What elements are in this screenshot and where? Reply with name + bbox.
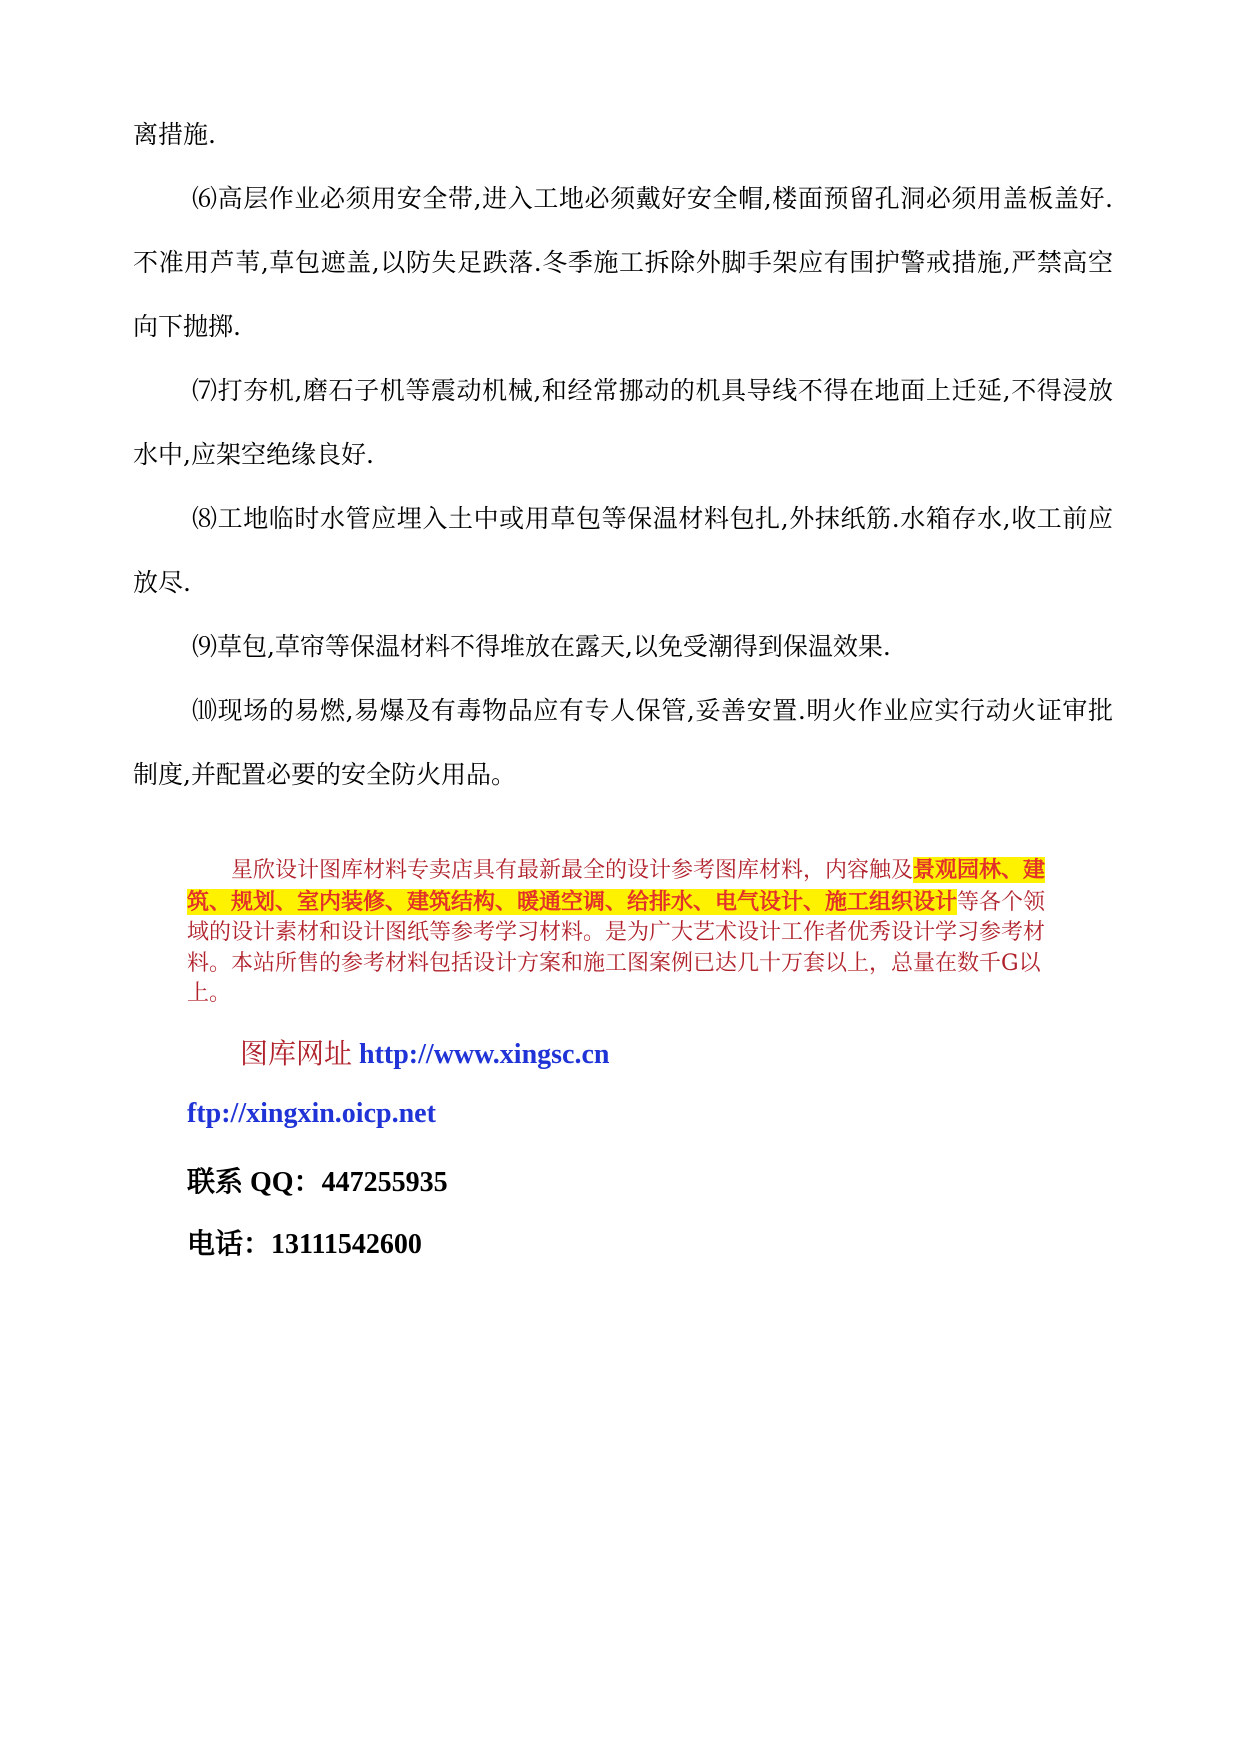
phone-label: 电话： <box>187 1229 272 1260</box>
website-row <box>240 1032 609 1072</box>
qq-contact <box>187 1160 448 1200</box>
qq-number: 447255935 <box>321 1167 448 1198</box>
phone-contact <box>187 1222 422 1262</box>
ad-highlight-categories: 景观园林、建筑、规划、室内装修、建筑结构、暖通空调、给排水、电气设计、施工组织设计 <box>187 857 1046 915</box>
paragraph-item-10: ⑽现场的易燃,易爆及有毒物品应有专人保管,妥善安置.明火作业应实行动火证审批制度,并配置必要的安全防火用品。 <box>133 696 1113 789</box>
paragraph-continuation: 离措施. <box>133 120 216 149</box>
ad-description: 等各个领域的设计素材和设计图纸等参考学习材料。是为广大艺术设计工作者优秀设计学习参考材料。本站所售的参考材料包括设计方案和施工图案例已达几十万套以上，总量在数千G以上。 <box>187 889 1046 1006</box>
ad-intro: 星欣设计图库材料专卖店具有最新最全的设计参考图库材料，内容触及 <box>231 858 914 883</box>
ftp-link[interactable]: ftp://xingxin.oicp.net <box>187 1098 436 1129</box>
qq-label: 联系 QQ： <box>187 1167 322 1198</box>
website-link[interactable]: http://www.xingsc.cn <box>359 1039 610 1070</box>
phone-number: 13111542600 <box>271 1229 422 1260</box>
body-text <box>133 103 1113 807</box>
paragraph-item-7: ⑺打夯机,磨石子机等震动机械,和经常挪动的机具导线不得在地面上迁延,不得浸放水中,应架空绝缘良好. <box>133 376 1113 469</box>
paragraph-item-8: ⑻工地临时水管应埋入土中或用草包等保温材料包扎,外抹纸筋.水箱存水,收工前应放尽. <box>133 504 1113 597</box>
advertisement-block <box>187 855 1053 1010</box>
website-label: 图库网址 <box>240 1037 353 1070</box>
paragraph-item-9: ⑼草包,草帘等保温材料不得堆放在露天,以免受潮得到保温效果. <box>192 632 891 661</box>
paragraph-item-6: ⑹高层作业必须用安全带,进入工地必须戴好安全帽,楼面预留孔洞必须用盖板盖好.不准用芦苇,草包遮盖,以防失足跌落.冬季施工拆除外脚手架应有围护警戒措施,严禁高空向下抛掷. <box>133 184 1113 341</box>
